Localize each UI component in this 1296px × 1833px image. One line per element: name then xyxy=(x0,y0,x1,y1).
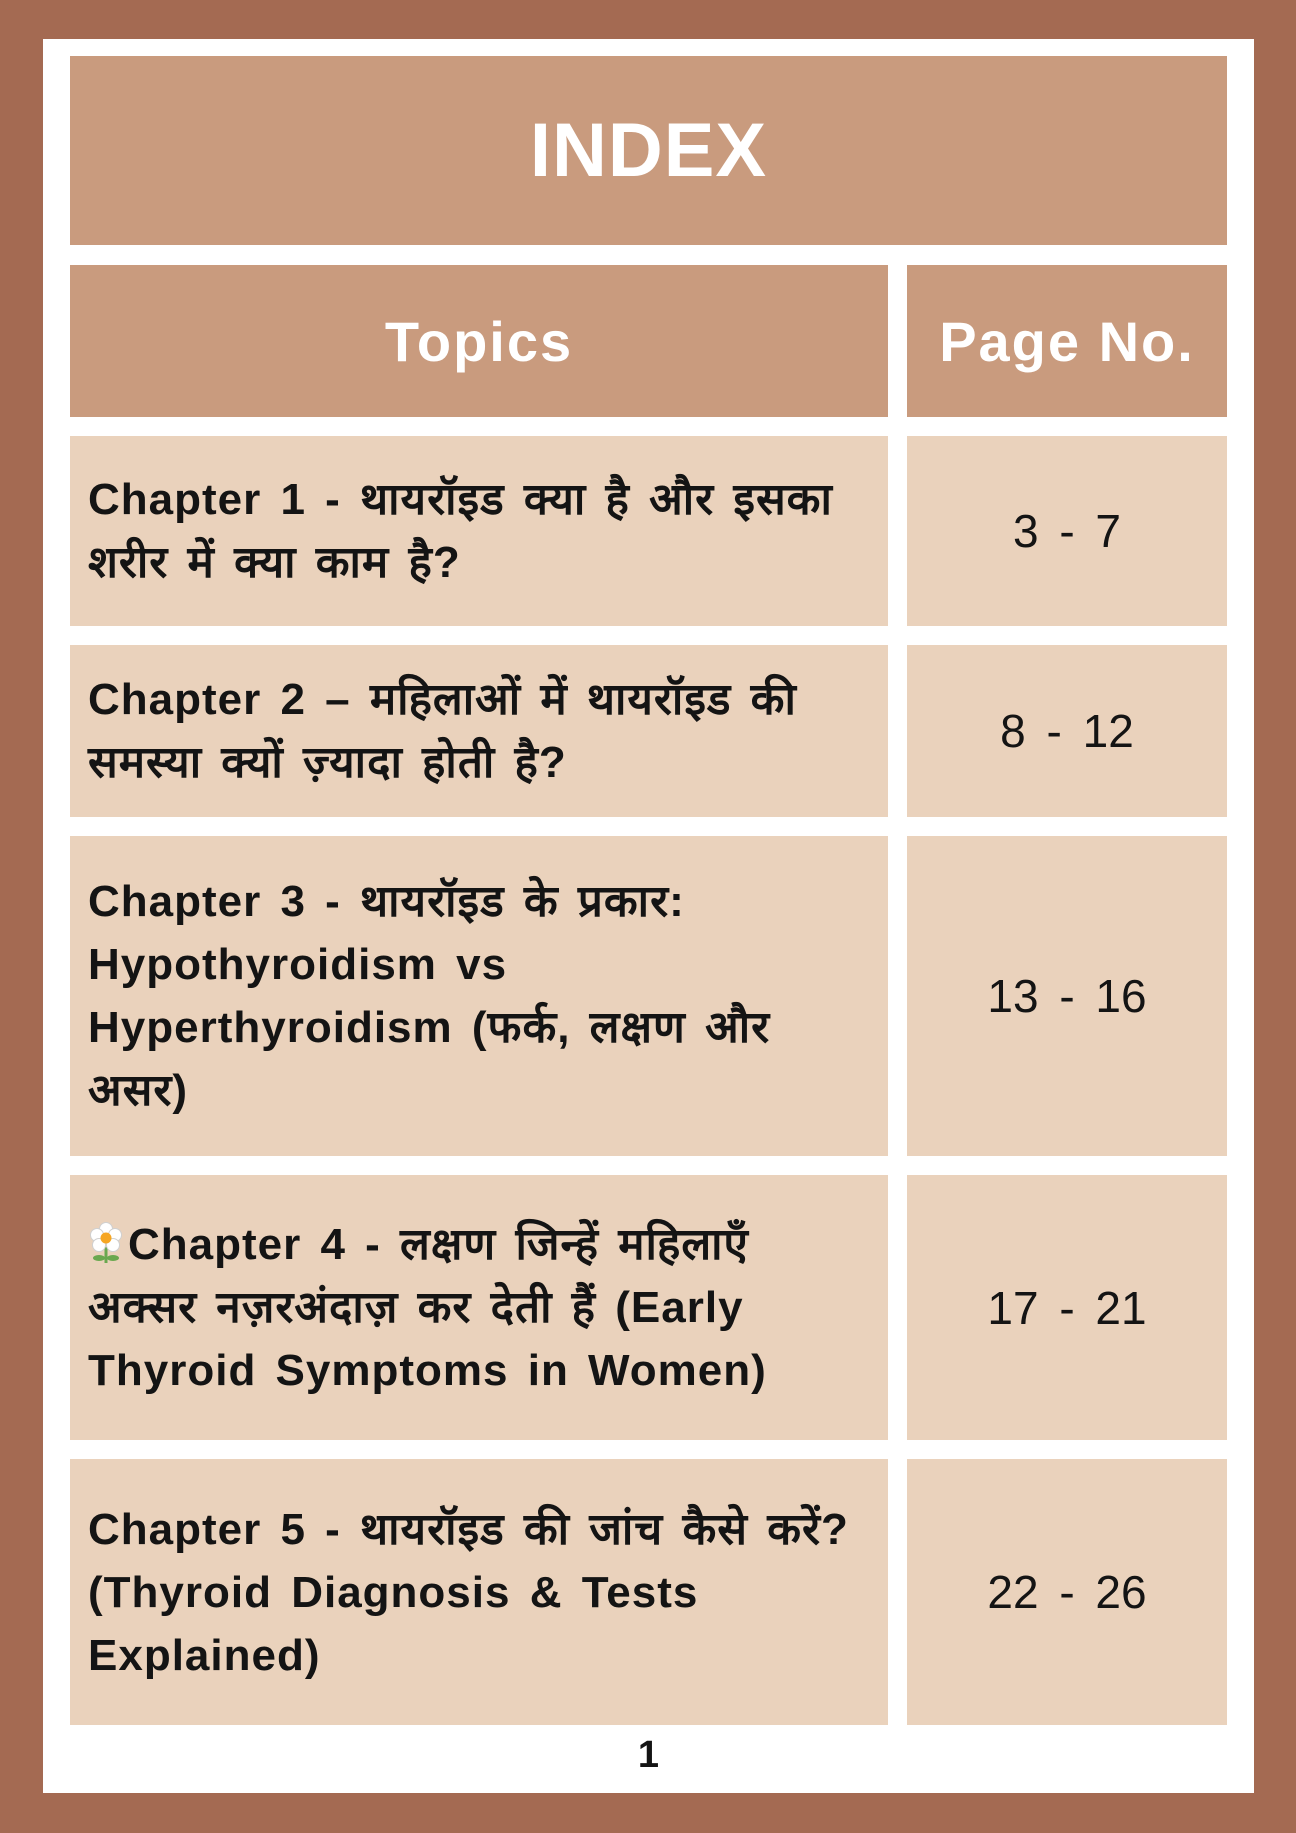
index-title: INDEX xyxy=(529,108,768,193)
topic-cell-chapter-2 xyxy=(70,645,888,817)
flower-icon xyxy=(88,1221,124,1265)
topic-cell-chapter-4 xyxy=(70,1175,888,1440)
topic-cell-chapter-3 xyxy=(70,836,888,1156)
index-page xyxy=(43,39,1254,1793)
topic-text-wrap xyxy=(88,1213,874,1402)
topic-text: Chapter 5 - थायरॉइड की जांच कैसे करें? (Thyroid Diagnosis & Tests Explained) xyxy=(88,1504,849,1680)
topic-text: Chapter 1 - थायरॉइड क्या है और इसका शरीर में क्या काम है? xyxy=(88,475,833,587)
page-range-chapter-2: 8 - 12 xyxy=(907,645,1227,817)
page-no-header: Page No. xyxy=(907,265,1227,417)
topic-cell-chapter-1 xyxy=(70,436,888,626)
page-range-chapter-1: 3 - 7 xyxy=(907,436,1227,626)
topic-text: Chapter 3 - थायरॉइड के प्रकार: Hypothyroidism vs Hyperthyroidism (फर्क, लक्षण और असर) xyxy=(88,877,771,1115)
page-number: 1 xyxy=(637,1734,660,1776)
topic-text: Chapter 2 – महिलाओं में थायरॉइड की समस्या क्यों ज़्यादा होती है? xyxy=(88,675,797,787)
index-title-box xyxy=(70,56,1227,245)
page-range-chapter-5: 22 - 26 xyxy=(907,1459,1227,1725)
topic-cell-chapter-5 xyxy=(70,1459,888,1725)
page-range-chapter-3: 13 - 16 xyxy=(907,836,1227,1156)
page-range-chapter-4: 17 - 21 xyxy=(907,1175,1227,1440)
topic-text: Chapter 4 - लक्षण जिन्हें महिलाएँ अक्सर नज़रअंदाज़ कर देती हैं (Early Thyroid Symptoms in Women) xyxy=(88,1220,767,1395)
topics-header: Topics xyxy=(70,265,888,417)
